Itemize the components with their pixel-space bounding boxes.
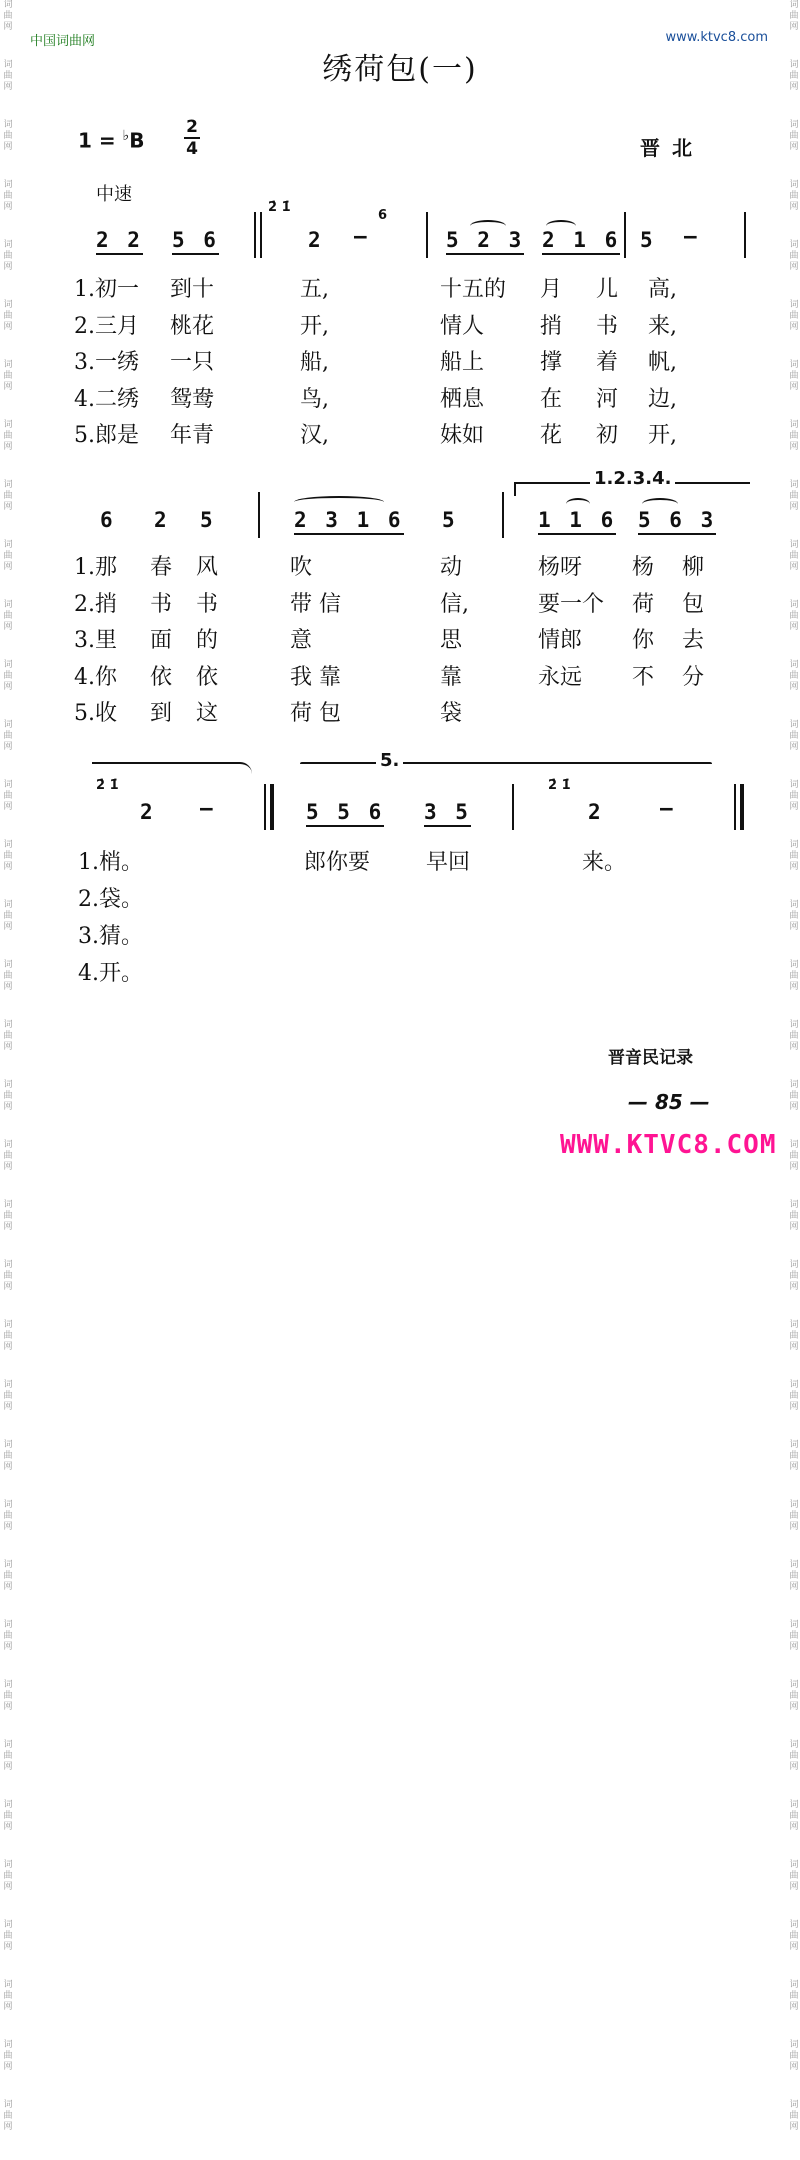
lyric: 1.初一: [74, 277, 139, 302]
lyric: 思: [440, 628, 463, 653]
note-group: 5 5 6: [306, 800, 384, 827]
volta-label: 1.2.3.4.: [590, 468, 675, 489]
lyric: 妹如: [440, 423, 485, 448]
note: 5: [442, 508, 458, 532]
lyric: 鸳鸯: [170, 386, 215, 412]
lyric: 要一个: [538, 591, 605, 617]
lyric: 高,: [648, 277, 677, 302]
lyric: 你: [632, 628, 655, 653]
lyric: 带 信: [290, 591, 341, 617]
lyric: 3.里: [74, 628, 117, 653]
lyric: 2.三月: [74, 313, 139, 339]
lyric: 到十: [170, 277, 215, 302]
lyric: 5.郎是: [74, 423, 139, 448]
note-group: 5 6: [172, 228, 219, 255]
lyric: 五,: [300, 277, 329, 302]
lyric: 花: [540, 423, 563, 448]
lyric: 我 靠: [290, 664, 341, 690]
tempo-marking: 中速: [96, 184, 132, 205]
lyric: 5.收: [74, 701, 117, 726]
volta-label: 5.: [376, 750, 403, 771]
dash: —: [354, 224, 370, 248]
note: 2: [154, 508, 170, 532]
meter-top: 2: [186, 117, 198, 137]
slur: [294, 496, 384, 508]
note-group: 5 2 3: [446, 228, 524, 255]
lyric: 年青: [170, 423, 215, 448]
lyric: 包: [682, 591, 705, 617]
lyric: 月: [540, 277, 563, 302]
barline: [624, 212, 626, 258]
lyric: 船上: [440, 350, 485, 375]
lyric: 靠: [440, 664, 463, 690]
lyric: 开,: [648, 423, 677, 448]
barline: [254, 212, 256, 258]
lyric: 早回: [426, 850, 471, 875]
note: 5: [640, 228, 656, 252]
lyric: 捎: [540, 313, 563, 339]
volta-bracket-5: [300, 762, 712, 764]
lyric: 依: [150, 664, 173, 690]
site-url-right[interactable]: www.ktvc8.com: [665, 30, 768, 45]
page-number: — 85 —: [628, 1090, 710, 1114]
lyric: 情郎: [538, 628, 583, 653]
note-group: 2 3 1 6: [294, 508, 404, 535]
lyric: 来。: [582, 850, 627, 875]
barline: [734, 784, 736, 830]
lyric: 边,: [648, 386, 677, 412]
note: 2: [308, 228, 324, 252]
barline: [258, 492, 260, 538]
lyric: 栖息: [440, 386, 485, 412]
site-logo[interactable]: WWW.KTVC8.COM: [560, 1130, 777, 1160]
note: 6: [100, 508, 116, 532]
lyric: 这: [196, 701, 219, 726]
lyric: 书: [596, 313, 619, 339]
barline: [502, 492, 504, 538]
lyric: 来,: [648, 313, 677, 339]
dash: —: [660, 796, 676, 820]
lyric: 4.你: [74, 664, 117, 690]
recorder-credit: 晋音民记录: [608, 1048, 693, 1068]
lyric: 吹: [290, 555, 313, 580]
lyric: 依: [196, 664, 219, 690]
note-group: 2 1 6: [542, 228, 620, 255]
lyric: 汉,: [300, 423, 329, 448]
lyric: 4.开。: [78, 961, 143, 986]
meter-bottom: 4: [186, 139, 198, 159]
note-group: 1 1 6: [538, 508, 616, 535]
lyric: 风: [196, 555, 219, 580]
lyric: 荷: [632, 591, 655, 617]
grace-note: 6: [378, 208, 388, 223]
lyric: 帆,: [648, 350, 677, 375]
note-group: 5 6 3: [638, 508, 716, 535]
note: 2: [588, 800, 604, 824]
lyric: 开,: [300, 313, 329, 339]
lyric: 春: [150, 555, 173, 580]
lyric: 3.猜。: [78, 924, 143, 949]
time-signature: [184, 118, 200, 158]
lyric: 郎你要: [304, 850, 371, 875]
lyric: 鸟,: [300, 386, 329, 412]
final-barline: [740, 784, 744, 830]
key-prefix: 1 =: [78, 128, 116, 153]
lyric: 船,: [300, 350, 329, 375]
dash: —: [200, 796, 216, 820]
lyric: 去: [682, 628, 705, 653]
lyric: 到: [150, 701, 173, 726]
left-watermark-strip: 词 曲 网 词 曲 网 词 曲 网 词 曲 网 词 曲 网 词 曲 网 词 曲 网 词 曲 网 词 曲 网 词 曲 网 词 曲 网 词 曲 网 词 曲 网 词 曲 网 词 曲 网 词 曲 网 词 曲 网 词 曲 网 词 曲 网 词 曲 网 词 曲 网 词 曲 网 词 曲 网 词 曲 网 词 曲 网 词 曲 网 词 曲 网 词 曲 网 词 曲 网 词 曲 网 词 曲 网 词 曲 网 词 曲 网 词 曲 网 词 曲 网 词 曲 网: [3, 0, 13, 2132]
note: 5: [200, 508, 216, 532]
lyric: 十五的: [440, 277, 507, 302]
lyric: 书: [150, 591, 173, 617]
lyric: 1.那: [74, 555, 117, 580]
lyric: 初: [596, 423, 619, 448]
song-origin: 晋北: [640, 136, 704, 160]
grace-notes: 2̇ 1̇: [96, 778, 119, 793]
lyric: 3.一绣: [74, 350, 139, 375]
lyric: 荷 包: [290, 701, 341, 726]
barline: [260, 212, 262, 258]
lyric: 柳: [682, 555, 705, 580]
lyric: 不: [632, 664, 655, 690]
right-watermark-strip: 词 曲 网 词 曲 网 词 曲 网 词 曲 网 词 曲 网 词 曲 网 词 曲 网 词 曲 网 词 曲 网 词 曲 网 词 曲 网 词 曲 网 词 曲 网 词 曲 网 词 曲 网 词 曲 网 词 曲 网 词 曲 网 词 曲 网 词 曲 网 词 曲 网 词 曲 网 词 曲 网 词 曲 网 词 曲 网 词 曲 网 词 曲 网 词 曲 网 词 曲 网 词 曲 网 词 曲 网 词 曲 网 词 曲 网 词 曲 网 词 曲 网 词 曲 网: [789, 0, 799, 2132]
lyric: 分: [682, 664, 705, 690]
lyric: 4.二绣: [74, 386, 139, 412]
lyric: 2.袋。: [78, 887, 143, 912]
lyric: 的: [196, 628, 219, 653]
lyric: 袋: [440, 701, 463, 726]
lyric: 着: [596, 350, 619, 375]
lyric: 意: [290, 628, 313, 653]
lyric: 2.捎: [74, 591, 117, 617]
key-signature: [78, 128, 144, 153]
lyric: 杨呀: [538, 555, 583, 580]
note-group: 3 5: [424, 800, 471, 827]
grace-notes: 2̇ 1̇: [548, 778, 571, 793]
lyric: 动: [440, 555, 463, 580]
barline: [426, 212, 428, 258]
repeat-end: [270, 784, 274, 830]
note: 2: [140, 800, 156, 824]
barline: [512, 784, 514, 830]
lyric: 情人: [440, 313, 485, 339]
grace-notes: 2̇ 1̇: [268, 200, 291, 215]
lyric: 撑: [540, 350, 563, 375]
lyric: 杨: [632, 555, 655, 580]
lyric: 1.梢。: [78, 850, 143, 875]
lyric: 桃花: [170, 313, 215, 339]
song-title: 绣荷包(一): [322, 52, 478, 87]
lyric: 河: [596, 386, 619, 412]
lyric: 书: [196, 591, 219, 617]
lyric: 一只: [170, 350, 215, 375]
dash: —: [684, 224, 700, 248]
barline: [264, 784, 266, 830]
lyric: 儿: [596, 277, 619, 302]
lyric: 信,: [440, 591, 469, 617]
lyric: 永远: [538, 664, 583, 690]
key-note: B: [129, 128, 145, 153]
flat-sign: ♭: [122, 128, 130, 144]
barline: [744, 212, 746, 258]
site-name-left[interactable]: 中国词曲网: [30, 34, 96, 49]
volta-line: [92, 762, 232, 764]
note-group: 2 2: [96, 228, 143, 255]
lyric: 面: [150, 628, 173, 653]
lyric: 在: [540, 386, 563, 412]
